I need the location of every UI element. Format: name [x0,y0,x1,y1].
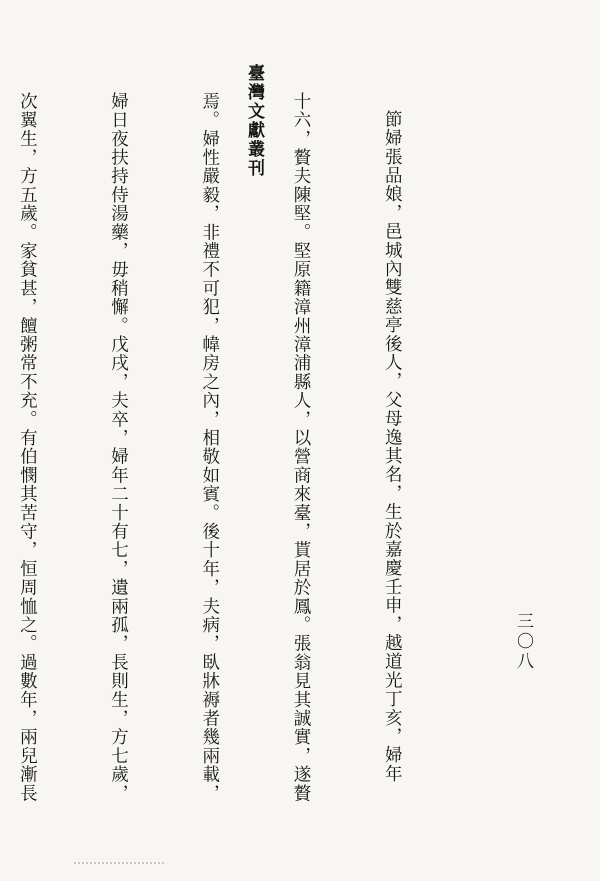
page-number: 三〇八 [513,612,533,672]
text-column: 婦日夜扶持侍湯藥，毋稍懈。戊戌，夫卒，婦年二十有七，遺兩孤，長則生，方七歲， [108,92,129,803]
body-text [17,92,468,804]
text-column: 焉。婦性嚴毅，非禮不可犯，幃房之內，相敬如賓。後十年，夫病，臥牀褥者幾兩載， [199,92,220,803]
scan-artifact [74,862,164,872]
running-header: 臺灣文獻叢刊 [244,64,264,178]
text-column: 節婦張品娘，邑城內雙慈亭後人，父母逸其名，生於嘉慶壬申，越道光丁亥，婦年 [382,110,403,784]
text-column: 次翼生，方五歲。家貧甚，饘粥常不充。有伯憫其苦守，恒周恤之。過數年，兩兒漸長 [17,92,38,803]
text-column: 十六，贅夫陳堅。堅原籍漳州漳浦縣人，以營商來臺，貰居於鳳。張翁見其誠實，遂贅 [290,92,311,803]
